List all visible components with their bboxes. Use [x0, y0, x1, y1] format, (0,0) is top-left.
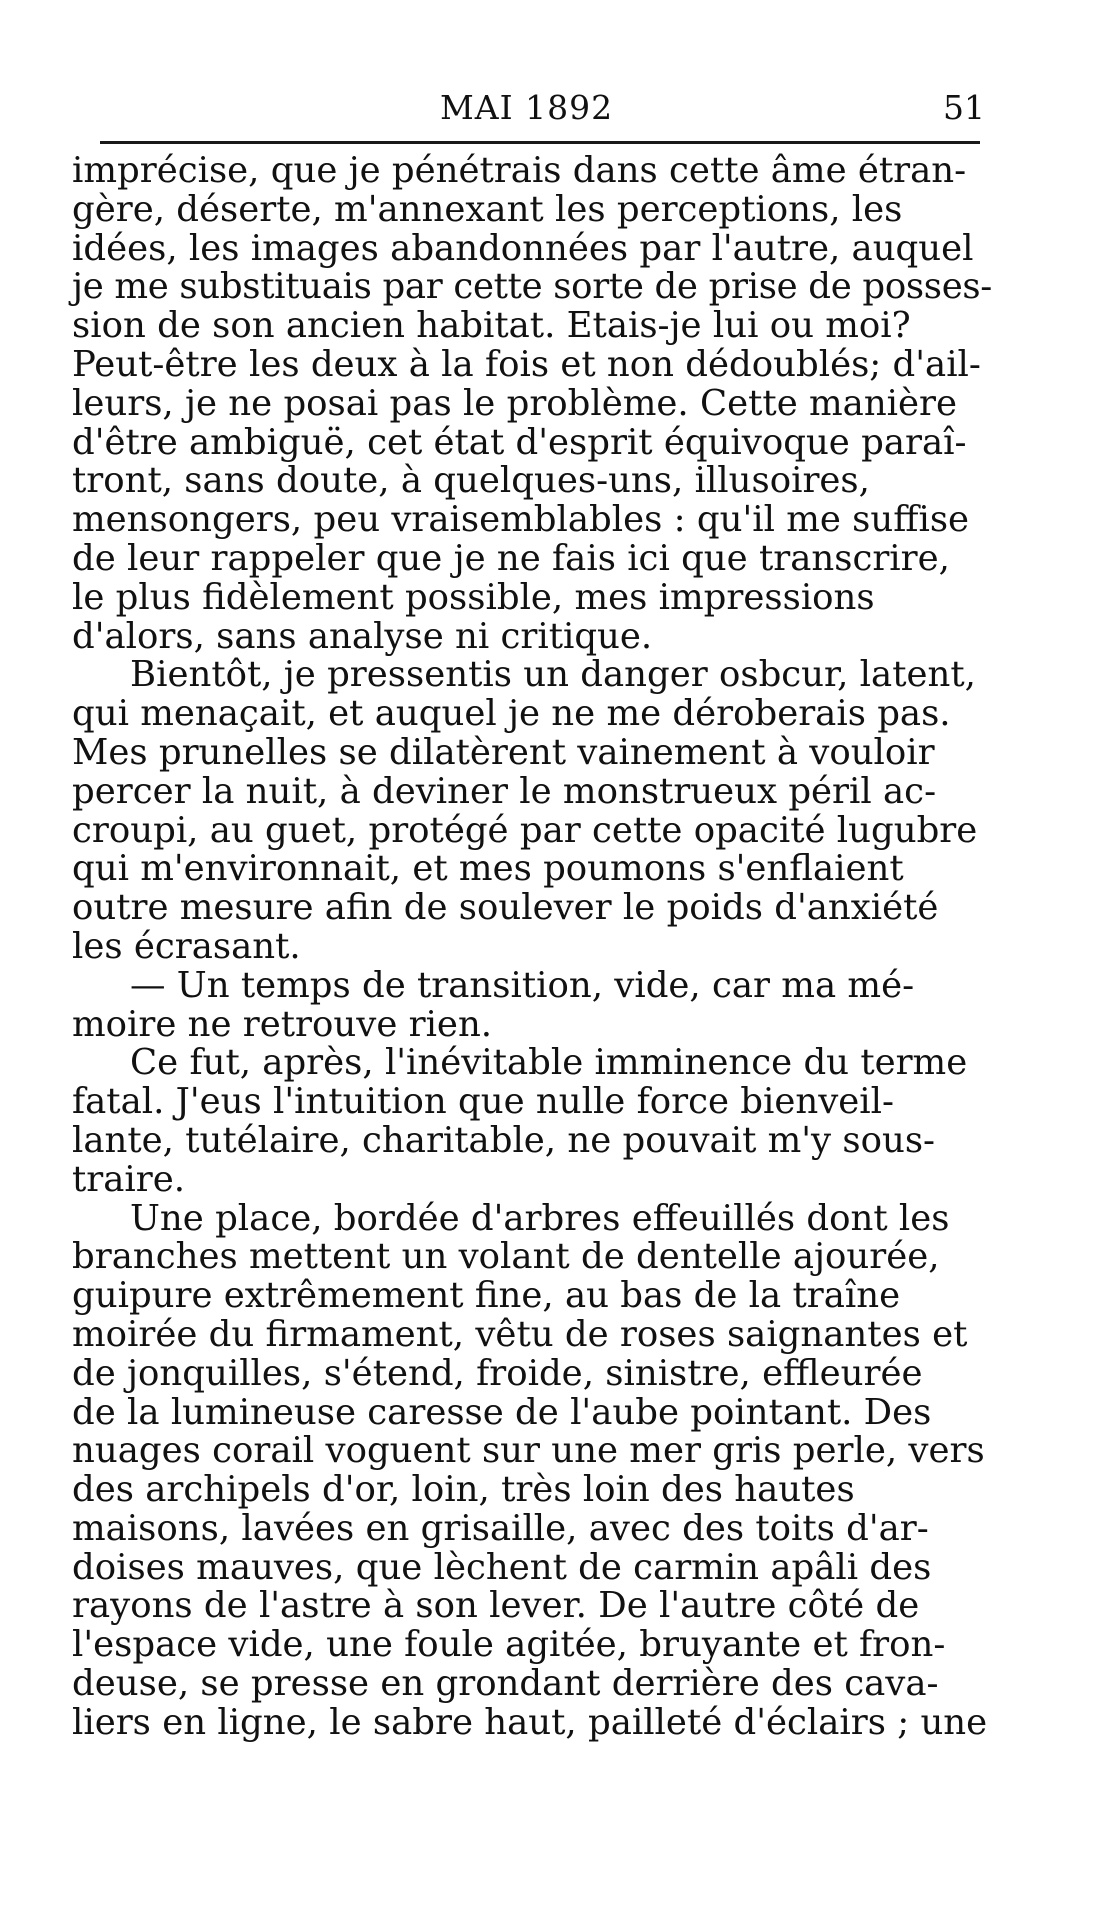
- text-line: liers en ligne, le sabre haut, pailleté d'éclairs ; une: [72, 1701, 988, 1743]
- running-header: [100, 88, 985, 132]
- text-line: imprécise, que je pénétrais dans cette âme étran-: [72, 150, 967, 191]
- text-line: tront, sans doute, à quelques-uns, illusoires,: [72, 460, 870, 502]
- text-line: d'alors, sans analyse ni critique.: [72, 615, 653, 657]
- running-title: MAI 1892: [440, 88, 614, 127]
- text-line: branches mettent un volant de dentelle ajourée,: [72, 1236, 940, 1278]
- text-line: qui m'environnait, et mes poumons s'enflaient: [72, 848, 904, 890]
- text-line: traire.: [72, 1158, 186, 1200]
- text-line: Bientôt, je pressentis un danger osbcur, latent,: [130, 654, 976, 696]
- paragraph: [72, 1197, 992, 1743]
- text-line: lante, tutélaire, charitable, ne pouvait m'y sous-: [72, 1119, 936, 1161]
- header-rule: [100, 141, 980, 144]
- paragraph: [72, 964, 992, 1045]
- text-line: mensongers, peu vraisemblables : qu'il me suffise: [72, 499, 970, 541]
- text-line: de jonquilles, s'étend, froide, sinistre, effleurée: [72, 1352, 923, 1394]
- text-line: je me substituais par cette sorte de prise de posses-: [72, 266, 992, 308]
- text-line: deuse, se presse en grondant derrière des cava-: [72, 1663, 939, 1705]
- text-line: outre mesure afin de soulever le poids d'anxiété: [72, 887, 939, 929]
- text-line: Une place, bordée d'arbres effeuillés dont les: [130, 1197, 950, 1239]
- paragraph: [72, 1044, 992, 1199]
- paragraph: [72, 656, 992, 966]
- text-line: nuages corail voguent sur une mer gris perle, vers: [72, 1430, 985, 1472]
- text-line: de leur rappeler que je ne fais ici que transcrire,: [72, 537, 950, 579]
- page-number: 51: [943, 88, 985, 127]
- text-line: le plus fidèlement possible, mes impressions: [72, 576, 875, 618]
- text-line: doises mauves, que lèchent de carmin apâli des: [72, 1546, 932, 1588]
- text-line: idées, les images abandonnées par l'autre, auquel: [72, 227, 974, 269]
- text-line: sion de son ancien habitat. Etais-je lui ou moi?: [72, 305, 911, 347]
- text-line: gère, déserte, m'annexant les perceptions, les: [72, 188, 903, 230]
- body-text: [72, 152, 992, 1743]
- text-line: maisons, lavées en grisaille, avec des toits d'ar-: [72, 1507, 929, 1549]
- text-line: rayons de l'astre à son lever. De l'autre côté de: [72, 1585, 920, 1627]
- text-line: moirée du firmament, vêtu de roses saignantes et: [72, 1313, 968, 1355]
- text-line: moire ne retrouve rien.: [72, 1003, 493, 1045]
- text-line: guipure extrêmement fine, au bas de la traîne: [72, 1275, 901, 1317]
- text-line: les écrasant.: [72, 925, 301, 967]
- text-line: — Un temps de transition, vide, car ma mé-: [130, 964, 915, 1006]
- text-line: des archipels d'or, loin, très loin des hautes: [72, 1469, 855, 1511]
- text-line: qui menaçait, et auquel je ne me déroberais pas.: [72, 693, 951, 735]
- text-line: fatal. J'eus l'intuition que nulle force bienveil-: [72, 1081, 894, 1123]
- text-line: l'espace vide, une foule agitée, bruyante et fron-: [72, 1624, 946, 1666]
- text-line: d'être ambiguë, cet état d'esprit équivoque paraî-: [72, 421, 967, 463]
- text-line: croupi, au guet, protégé par cette opacité lugubre: [72, 809, 978, 851]
- text-line: Ce fut, après, l'inévitable imminence du terme: [130, 1042, 968, 1084]
- paragraph: [72, 152, 992, 656]
- text-line: percer la nuit, à deviner le monstrueux péril ac-: [72, 770, 937, 812]
- text-line: Peut-être les deux à la fois et non dédoublés; d'ail-: [72, 343, 981, 385]
- text-line: leurs, je ne posai pas le problème. Cette manière: [72, 382, 958, 424]
- text-line: Mes prunelles se dilatèrent vainement à vouloir: [72, 731, 935, 773]
- text-line: de la lumineuse caresse de l'aube pointant. Des: [72, 1391, 932, 1433]
